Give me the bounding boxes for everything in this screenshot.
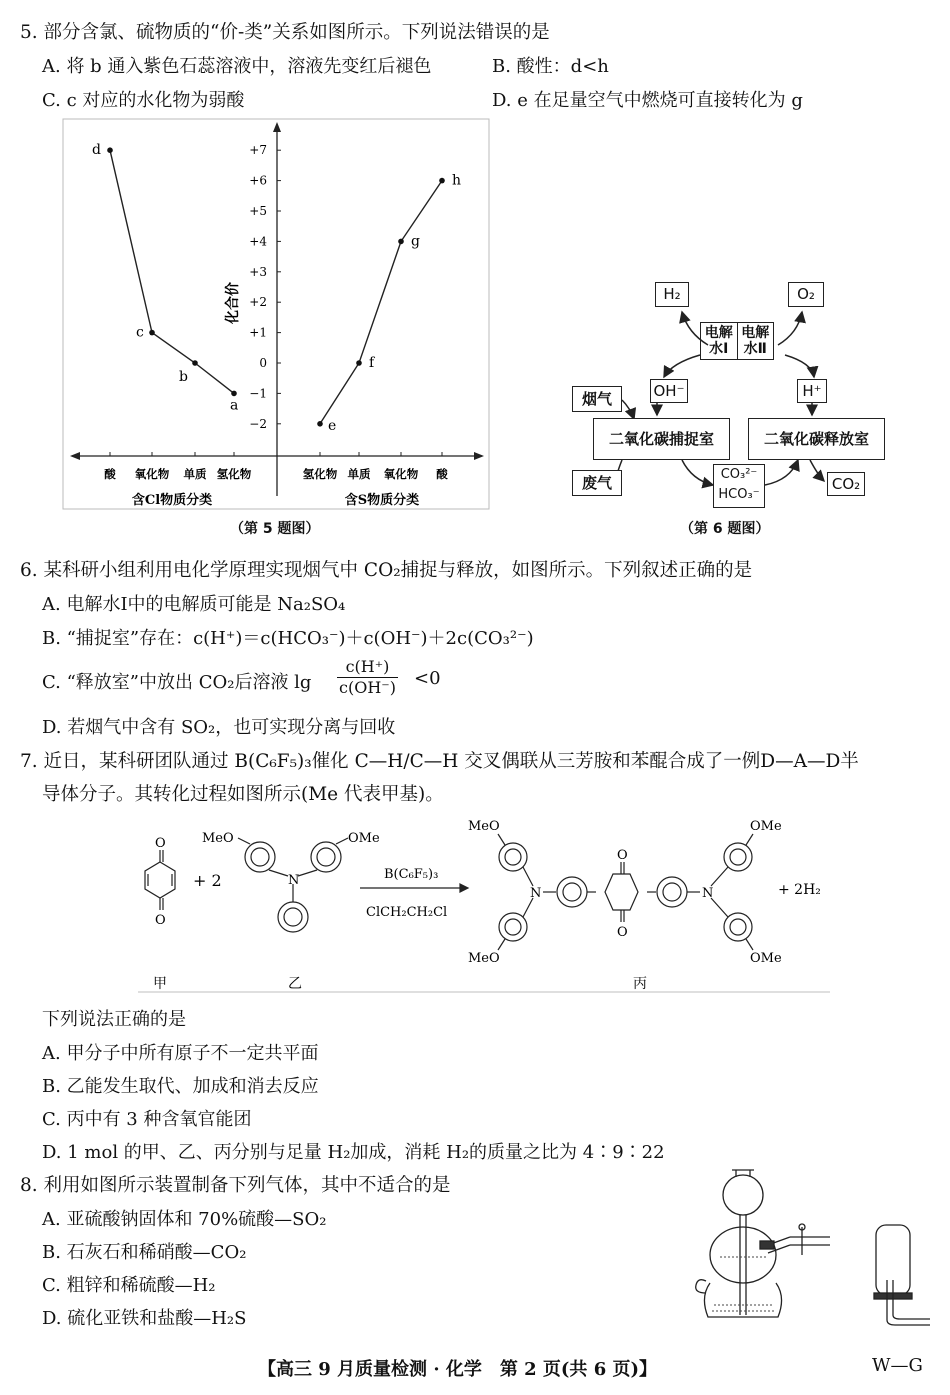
- q8-option-c: C. 粗锌和稀硫酸—H₂: [42, 1275, 216, 1296]
- q7-yi-ome: OMe: [348, 831, 380, 846]
- q7-label-yi: 乙: [288, 976, 302, 992]
- q5-point-b: [192, 360, 198, 366]
- q6-option-b: B. “捕捉室”存在：c(H⁺)＝c(HCO₃⁻)＋c(OH⁻)＋2c(CO₃²⁻): [42, 628, 534, 649]
- q8-apparatus: [690, 1165, 930, 1330]
- q7-h2: + 2H₂: [778, 882, 821, 898]
- q5-point-e: [317, 421, 323, 427]
- q6-caption: （第 6 题图）: [680, 521, 770, 537]
- q5-y-tick-label: −1: [249, 386, 267, 401]
- q5-point-label-e: e: [328, 417, 337, 434]
- q5-s-category-label: 氧化物: [383, 467, 419, 481]
- q7-stem-line1: 7. 近日，某科研团队通过 B(C₆F₅)₃催化 C—H/C—H 交叉偶联从三芳胺和苯醌合成了一例D—A—D半: [20, 751, 859, 772]
- q6-option-c-suffix: <0: [414, 668, 441, 689]
- q6-fraction-denominator: c(OH⁻): [339, 678, 396, 697]
- q5-cl-group-label: 含Cl物质分类: [131, 493, 213, 508]
- q5-y-tick-label: +7: [249, 143, 267, 158]
- q7-bing-meo-bottom: MeO: [468, 951, 500, 966]
- page-footer: 【高三 9 月质量检测 · 化学 第 2 页(共 6 页)】: [258, 1359, 658, 1380]
- q5-series-0-line: [110, 150, 234, 393]
- q5-y-tick-label: +5: [249, 204, 267, 218]
- q6-option-c-prefix: C. “释放室”中放出 CO₂后溶液 lg: [42, 672, 312, 693]
- paper-code: W—G: [872, 1355, 923, 1376]
- q5-y-tick-label: −2: [249, 416, 267, 431]
- q5-cl-category-label: 氧化物: [134, 467, 170, 481]
- q7-stem-line2: 导体分子。其转化过程如图所示(Me 代表甲基)。: [42, 784, 444, 805]
- q6-capture-box: 二氧化碳捕捉室: [593, 418, 730, 460]
- q7-reaction-scheme: [138, 812, 830, 994]
- q5-option-b: B. 酸性：d<h: [492, 56, 609, 77]
- q5-point-label-c: c: [136, 324, 144, 341]
- q7-label-bing: 丙: [633, 976, 647, 992]
- q5-y-tick-label: 0: [259, 356, 267, 370]
- q5-s-category-label: 酸: [436, 467, 448, 481]
- q7-jia-o-top: O: [155, 836, 166, 851]
- q5-point-g: [398, 239, 404, 245]
- q5-point-label-h: h: [452, 172, 462, 189]
- q7-bing-o-top: O: [617, 848, 628, 863]
- q5-y-tick-label: +2: [249, 295, 267, 310]
- q8-option-b: B. 石灰石和稀硝酸—CO₂: [42, 1242, 247, 1263]
- q6-electrolysis-box: [700, 322, 774, 360]
- q7-yi-meo: MeO: [202, 831, 234, 846]
- q8-option-a: A. 亚硫酸钠固体和 70%硫酸—SO₂: [42, 1209, 327, 1230]
- q7-option-b: B. 乙能发生取代、加成和消去反应: [42, 1076, 319, 1097]
- q7-bing-meo-top: MeO: [468, 819, 500, 834]
- q5-point-label-d: d: [92, 142, 101, 159]
- q7-bing-n-left: N: [530, 886, 542, 901]
- q5-option-a: A. 将 b 通入紫色石蕊溶液中，溶液先变红后褪色: [42, 56, 432, 77]
- q5-y-tick-label: +4: [249, 234, 267, 249]
- q5-cl-category-label: 酸: [104, 467, 116, 481]
- q6-carbonate-box: [713, 464, 765, 508]
- q7-yi-n: N: [288, 873, 300, 888]
- q6-water2: 电解水Ⅱ: [741, 325, 770, 357]
- q6-option-a: A. 电解水Ⅰ中的电解质可能是 Na₂SO₄: [42, 594, 346, 615]
- q5-valence-chart: [62, 118, 492, 513]
- q6-co2-box: CO₂: [827, 472, 865, 496]
- q5-point-c: [149, 330, 155, 336]
- q5-cl-category-label: 单质: [183, 467, 207, 481]
- q7-option-c: C. 丙中有 3 种含氧官能团: [42, 1109, 252, 1130]
- q5-x-axis-arrow-left: [70, 452, 80, 460]
- q7-option-d: D. 1 mol 的甲、乙、丙分别与足量 H₂加成，消耗 H₂的质量之比为 4∶9∶22: [42, 1142, 665, 1163]
- q5-y-axis-label: 化合价: [225, 282, 241, 324]
- q7-bing-ome-top: OMe: [750, 819, 782, 834]
- q6-stem: 6. 某科研小组利用电化学原理实现烟气中 CO₂捕捉与释放，如图所示。下列叙述正确的是: [20, 560, 753, 581]
- q7-option-a: A. 甲分子中所有原子不一定共平面: [42, 1043, 319, 1064]
- q6-release-box: 二氧化碳释放室: [748, 418, 885, 460]
- q7-solvent: ClCH₂CH₂Cl: [366, 905, 448, 920]
- q5-s-category-label: 单质: [347, 467, 371, 481]
- q6-oh-box: OH⁻: [650, 379, 688, 403]
- q6-h-box: H⁺: [797, 379, 827, 403]
- q5-point-label-f: f: [369, 355, 375, 371]
- q7-bing-ome-bottom: OMe: [750, 951, 782, 966]
- q6-hco3: HCO₃⁻: [718, 487, 760, 502]
- q7-jia-o-bottom: O: [155, 913, 166, 928]
- q5-point-h: [439, 178, 445, 184]
- q5-series-1-line: [320, 181, 442, 424]
- q5-point-label-g: g: [411, 233, 420, 250]
- q6-h2-box: H₂: [655, 282, 689, 307]
- q6-option-c-fraction: [337, 657, 398, 698]
- q5-point-label-b: b: [179, 369, 188, 385]
- q6-water1: 电解水Ⅰ: [701, 323, 738, 359]
- q5-caption: （第 5 题图）: [230, 521, 320, 537]
- q6-co3: CO₃²⁻: [720, 467, 758, 482]
- q5-y-axis-arrow: [273, 122, 281, 132]
- q6-o2-box: O₂: [788, 282, 824, 307]
- q5-point-label-a: a: [230, 397, 239, 414]
- q8-stem: 8. 利用如图所示装置制备下列气体，其中不适合的是: [20, 1175, 451, 1196]
- q5-x-axis-arrow-right: [474, 452, 484, 460]
- q5-s-group-label: 含S物质分类: [344, 493, 420, 508]
- q5-point-a: [231, 391, 237, 397]
- q5-s-category-label: 氢化物: [302, 467, 338, 481]
- q7-label-jia: 甲: [153, 976, 167, 992]
- q5-option-c: C. c 对应的水化物为弱酸: [42, 90, 245, 111]
- q5-point-f: [356, 360, 362, 366]
- q5-stem: 5. 部分含氯、硫物质的“价-类”关系如图所示。下列说法错误的是: [20, 22, 550, 43]
- q5-y-tick-label: +3: [249, 264, 267, 279]
- q6-option-d: D. 若烟气中含有 SO₂，也可实现分离与回收: [42, 717, 396, 738]
- q7-bing-n-right: N: [702, 886, 714, 901]
- q5-point-d: [107, 147, 113, 153]
- q5-y-tick-label: +1: [249, 325, 267, 340]
- q6-fraction-numerator: c(H⁺): [337, 657, 398, 678]
- q6-waste-box: 废气: [572, 470, 622, 496]
- q7-coef: + 2: [193, 871, 222, 890]
- q5-cl-category-label: 氢化物: [216, 467, 252, 481]
- q7-bing-o-bottom: O: [617, 925, 628, 940]
- q5-option-d: D. e 在足量空气中燃烧可直接转化为 g: [492, 90, 803, 111]
- q5-y-tick-label: +6: [249, 173, 267, 188]
- q7-lead: 下列说法正确的是: [42, 1009, 186, 1030]
- q6-flue-box: 烟气: [572, 386, 622, 412]
- q7-catalyst: B(C₆F₅)₃: [384, 867, 439, 882]
- q8-option-d: D. 硫化亚铁和盐酸—H₂S: [42, 1308, 247, 1329]
